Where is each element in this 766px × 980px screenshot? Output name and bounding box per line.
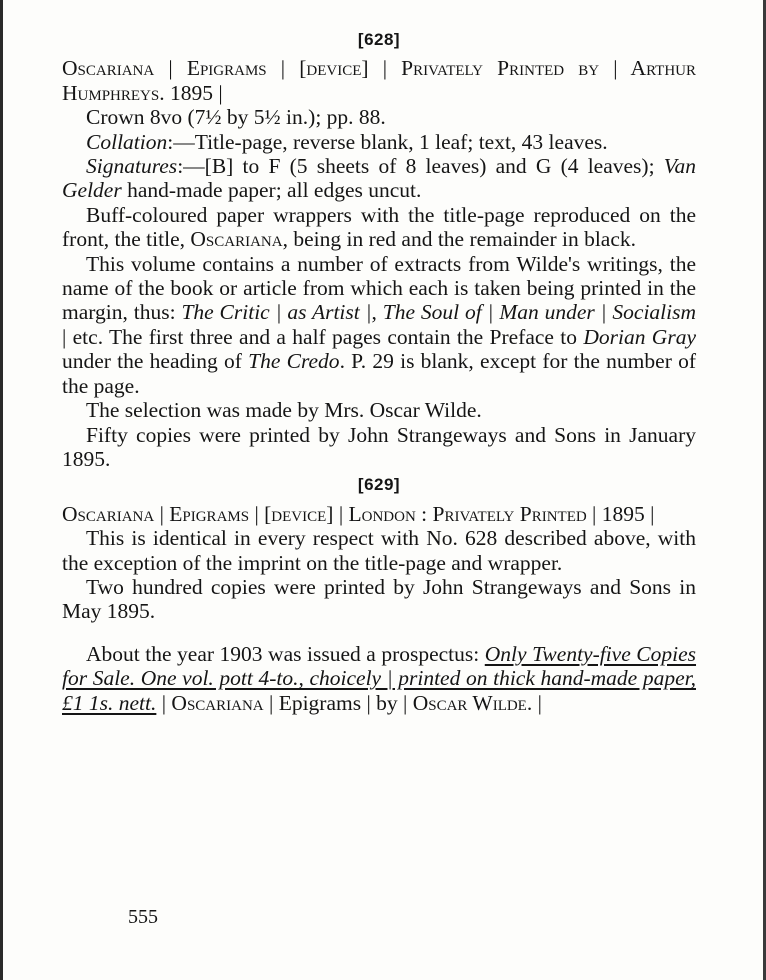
page-number: 555 bbox=[128, 906, 158, 928]
copies-paragraph-628: Fifty copies were printed by John Strangeways and Sons in January 1895. bbox=[62, 422, 696, 471]
signatures-paragraph: Signatures:—[B] to F (5 sheets of 8 leaves) and G (4 leaves); Van Gelder hand-made paper; all edges uncut. bbox=[62, 154, 696, 203]
entry-number-628: [628] bbox=[357, 30, 401, 49]
signatures-label: Signatures bbox=[86, 154, 178, 179]
prospectus-paragraph: About the year 1903 was issued a prospectus: Only Twenty-five Copies for Sale. One vol. pott 4-to., choicely | printed on thick hand-made paper, £1 1s. nett. | Oscariana | Epigrams | by | Oscar Wilde. | bbox=[62, 641, 697, 715]
format-line: Crown 8vo (7½ by 5½ in.); pp. 88. bbox=[86, 105, 386, 130]
text-column bbox=[62, 26, 696, 715]
collation-paragraph: Collation:—Title-page, reverse blank, 1 leaf; text, 43 leaves. bbox=[86, 129, 608, 154]
entry-number-629: [629] bbox=[357, 475, 401, 495]
left-border-rule bbox=[0, 0, 3, 980]
title-transcription-628: Oscariana | Epigrams | [device] | Privately Printed by | Arthur Humphreys. 1895 | bbox=[62, 56, 697, 105]
section-gap bbox=[62, 624, 696, 642]
collation-label: Collation bbox=[86, 129, 168, 154]
title-transcription-629: Oscariana | Epigrams | [device] | London : Privately Printed | 1895 | bbox=[62, 501, 655, 526]
selection-paragraph: The selection was made by Mrs. Oscar Wilde. bbox=[86, 398, 482, 423]
prospectus-quote: Only Twenty-five Copies for Sale. One vol. pott 4-to., choicely | printed on thick hand-made paper, £1 1s. nett. bbox=[62, 641, 697, 715]
contents-paragraph: This volume contains a number of extracts from Wilde's writings, the name of the book or article from which each is taken being printed in the margin, thus: The Critic | as Artist |, The Soul of | Man under | Socialism | etc. The first three and a half pages contain the Preface to Dorian Gray under the heading of The Credo. P. 29 is blank, except for the number of the page. bbox=[62, 251, 697, 398]
copies-paragraph-629: Two hundred copies were printed by John Strangeways and Sons in May 1895. bbox=[62, 574, 696, 624]
identical-paragraph: This is identical in every respect with No. 628 described above, with the exception of the imprint on the title-page and wrapper. bbox=[62, 526, 696, 575]
wrappers-paragraph: Buff-coloured paper wrappers with the title-page reproduced on the front, the title, Oscariana, being in red and the remainder in black. bbox=[62, 202, 696, 252]
